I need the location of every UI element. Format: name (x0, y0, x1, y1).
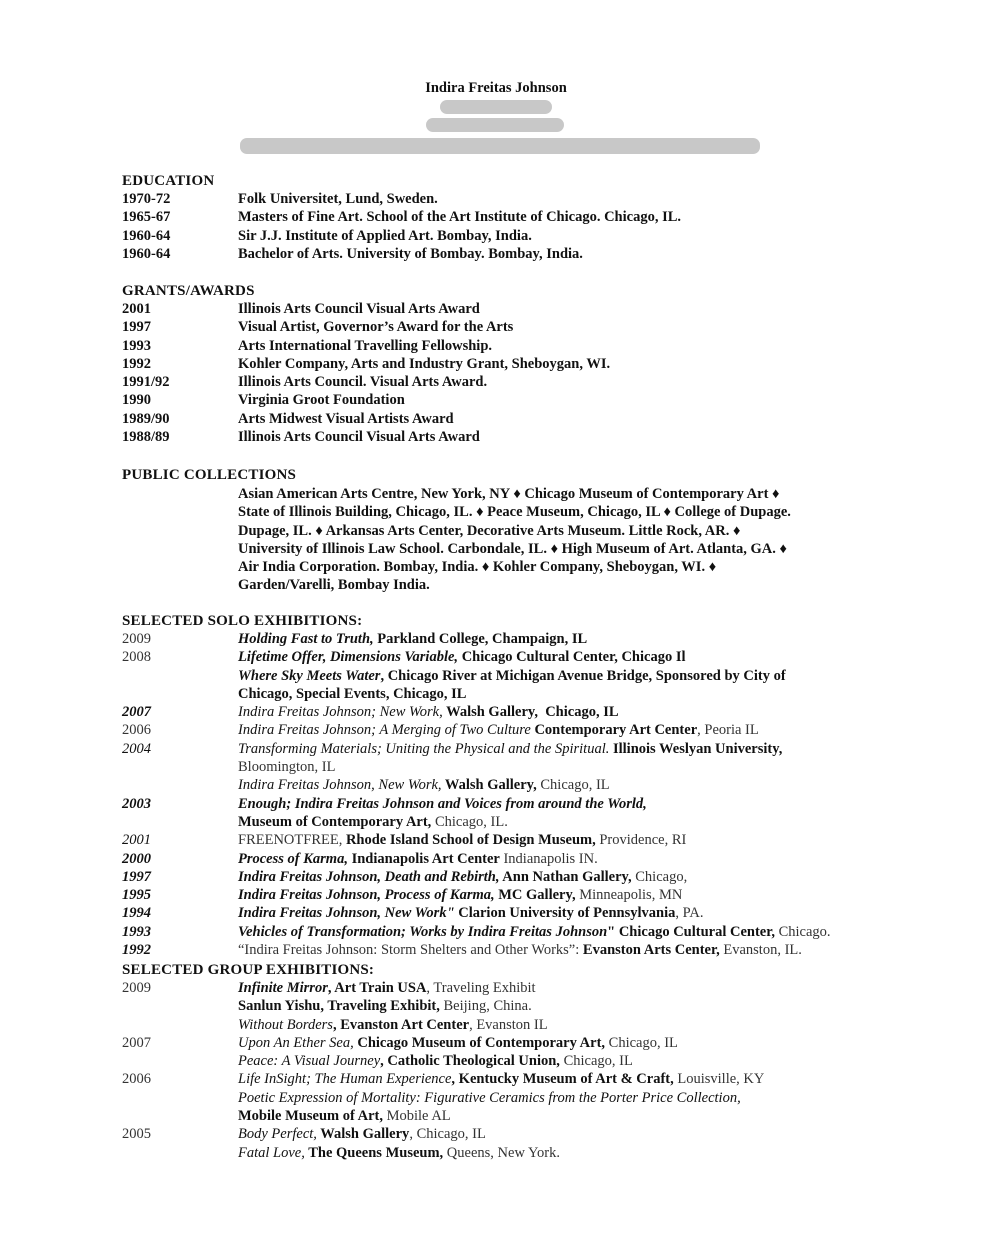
entry-part: Indira Freitas Johnson; New Work, (238, 704, 443, 721)
entry (238, 776, 610, 794)
redacted-line (240, 138, 760, 154)
list-item (122, 979, 922, 997)
entry-part: , PA. (675, 905, 704, 922)
entry: Folk Universitet, Lund, Sweden. (238, 191, 438, 207)
entry (238, 648, 686, 666)
entry-part: Providence, RI (595, 832, 687, 849)
entry (238, 1125, 486, 1143)
entry-part: Peace: A Visual Journey (238, 1053, 381, 1070)
list-item (122, 831, 922, 849)
entry-part: Bloomington, IL (238, 759, 336, 776)
group-exhibitions-section (122, 961, 922, 1162)
list-item (122, 721, 922, 739)
list-item (122, 245, 922, 263)
solo-exhibitions-list (122, 630, 922, 959)
entry-part: , Catholic Theological Union, (380, 1053, 560, 1070)
entry: Arts Midwest Visual Artists Award (238, 410, 454, 427)
entry-part: Mobile Museum of Art, (238, 1108, 383, 1125)
entry: Bachelor of Arts. University of Bombay. Bombay, India. (238, 245, 583, 262)
entry-part: Indira Freitas Johnson; A Merging of Two Culture (238, 722, 531, 739)
year: 1989/90 (122, 410, 170, 427)
entry-part: Chicago, IL. (431, 813, 508, 830)
entry-part: MC Gallery, (494, 887, 576, 904)
list-item (122, 373, 922, 391)
entry: Illinois Arts Council. Visual Arts Award. (238, 374, 488, 391)
entry-part: Sanlun Yishu, Traveling Exhibit, (238, 998, 440, 1015)
list-item (122, 1089, 922, 1107)
entry-part: Museum of Contemporary Art, (238, 813, 432, 830)
entry-part: Indira Freitas Johnson, New Work" (238, 905, 455, 922)
year: 1997 (122, 868, 151, 885)
entry (238, 1107, 451, 1125)
collection-line: Dupage, IL. ♦ Arkansas Arts Center, Decorative Arts Museum. Little Rock, AR. ♦ (238, 522, 741, 539)
year: 2007 (122, 704, 151, 721)
year (122, 685, 238, 703)
entry: Visual Artist, Governor’s Award for the Arts (238, 319, 514, 336)
year: 2007 (122, 1034, 151, 1051)
entry-part: Indianapolis IN. (499, 850, 598, 867)
entry-part: , Kentucky Museum of Art & Craft, (451, 1071, 674, 1088)
entry-part: , Chicago River at Michigan Avenue Bridge, Sponsored by City of (380, 667, 786, 684)
year: 2004 (122, 740, 151, 757)
year: 1960-64 (122, 245, 171, 262)
year: 2009 (122, 980, 151, 996)
entry-part: Chicago. (774, 923, 831, 940)
list-item (122, 795, 922, 813)
list-item (122, 1125, 922, 1143)
list-item (122, 813, 922, 831)
year (122, 1052, 238, 1070)
entry-part: Evanston Arts Center, (582, 942, 720, 959)
entry (238, 1052, 633, 1070)
entry-part: Without Borders (238, 1016, 333, 1033)
section-heading: SELECTED SOLO EXHIBITIONS: (122, 613, 363, 629)
entry-part: Beijing, China. (439, 998, 532, 1015)
entry-part: Chicago Museum of Contemporary Art, (353, 1034, 606, 1051)
collection-line: Air India Corporation. Bombay, India. ♦ Kohler Company, Sheboygan, WI. ♦ (238, 559, 717, 576)
entry-part: Indira Freitas Johnson, New Work, (238, 777, 442, 794)
list-item (122, 868, 922, 886)
solo-exhibitions-section (122, 612, 922, 959)
collection-line: Garden/Varelli, Bombay India. (238, 577, 430, 594)
entry-part: Ann Nathan Gallery, (499, 868, 632, 885)
year: 1960-64 (122, 227, 171, 244)
year: 1997 (122, 319, 151, 336)
entry-part: " Chicago Cultural Center, (607, 923, 775, 940)
section-heading: GRANTS/AWARDS (122, 283, 255, 299)
list-item (122, 337, 922, 355)
list-item (122, 227, 922, 245)
entry (238, 1016, 548, 1034)
entry-part: Poetic Expression of Mortality: Figurative Ceramics from the Porter Price Collection, (238, 1089, 741, 1106)
year (122, 1144, 238, 1162)
list-item (122, 758, 922, 776)
entry-part: Holding Fast to Truth, (238, 631, 374, 647)
entry-part: Indira Freitas Johnson, Process of Karma, (238, 887, 495, 904)
entry-part: , Evanston Art Center (332, 1016, 470, 1033)
entry-part: Body Perfect, (238, 1126, 317, 1143)
collection-line: University of Illinois Law School. Carbondale, IL. ♦ High Museum of Art. Atlanta, GA. ♦ (238, 540, 787, 557)
year: 1993 (122, 337, 151, 354)
entry-part: Contemporary Art Center (530, 722, 698, 739)
entry-part: Chicago Cultural Center, Chicago Il (458, 649, 686, 666)
entry-part: Life InSight; The Human Experience (238, 1071, 452, 1088)
entry (238, 979, 536, 997)
list-item (122, 703, 922, 721)
list-item (122, 648, 922, 666)
collection-line: State of Illinois Building, Chicago, IL. ♦ Peace Museum, Chicago, IL ♦ College of Dupage. (238, 504, 791, 521)
entry-part: Louisville, KY (673, 1071, 765, 1088)
entry-part: Chicago, IL (559, 1053, 633, 1070)
year (122, 997, 238, 1015)
entry-part: “Indira Freitas Johnson: Storm Shelters and Other Works”: (238, 942, 583, 959)
year: 1988/89 (122, 429, 170, 446)
entry-part: , Evanston IL (469, 1016, 548, 1033)
list-item (122, 923, 922, 941)
entry (238, 667, 786, 685)
entry-part: Minneapolis, MN (575, 887, 683, 904)
entry (238, 1144, 560, 1162)
year: 2006 (122, 1071, 151, 1088)
entry (238, 758, 335, 776)
year: 2008 (122, 649, 151, 666)
entry-part: , Art Train USA (327, 980, 427, 996)
entry-part: Chicago, IL (605, 1034, 678, 1051)
entry-part: Vehicles of Transformation; Works by Indira Freitas Johnson (238, 923, 608, 940)
year (122, 1016, 238, 1034)
entry-part: Queens, New York. (443, 1144, 560, 1161)
list-item (122, 850, 922, 868)
list-item (122, 667, 922, 685)
entry-part: FREENOTFREE, (238, 832, 346, 849)
year: 2001 (122, 301, 151, 317)
entry-part: Parkland College, Champaign, IL (373, 631, 588, 647)
entry-part: Illinois Weslyan University, (609, 740, 783, 757)
entry-part: Chicago, (631, 868, 688, 885)
year: 1965-67 (122, 209, 171, 226)
entry (238, 923, 831, 941)
entry-part: Walsh Gallery, Chicago, IL (442, 704, 619, 721)
entry-part: Indianapolis Art Center (347, 850, 500, 867)
entry (238, 1034, 678, 1052)
entry-part: , Peoria IL (697, 722, 759, 739)
entry-part: The Queens Museum, (304, 1144, 444, 1161)
entry (238, 630, 587, 648)
entry (238, 904, 703, 922)
entry-part: Walsh Gallery (316, 1126, 410, 1143)
year: 2009 (122, 631, 151, 647)
page-title: Indira Freitas Johnson (425, 80, 567, 96)
list-item (122, 410, 922, 428)
entry-part: Mobile AL (382, 1108, 451, 1125)
entry: Illinois Arts Council Visual Arts Award (238, 301, 480, 317)
education-list (122, 190, 922, 263)
entry: Virginia Groot Foundation (238, 392, 405, 409)
section-heading: SELECTED GROUP EXHIBITIONS: (122, 962, 375, 978)
section-heading: EDUCATION (122, 173, 215, 189)
entry (238, 703, 619, 721)
collections-list (238, 485, 878, 595)
entry (238, 886, 682, 904)
entry: Sir J.J. Institute of Applied Art. Bombay, India. (238, 227, 532, 244)
list-item (122, 997, 922, 1015)
year (122, 1107, 238, 1125)
entry (238, 721, 759, 739)
collections-section (122, 466, 922, 484)
year: 1993 (122, 923, 151, 940)
entry-part: Chicago, IL (536, 777, 610, 794)
entry-part: Upon An Ether Sea, (238, 1034, 354, 1051)
entry: Arts International Travelling Fellowship. (238, 337, 493, 354)
entry (238, 1089, 741, 1107)
year: 1990 (122, 392, 151, 409)
entry (238, 813, 508, 831)
education-section (122, 172, 922, 263)
year: 1992 (122, 942, 151, 959)
entry (238, 1070, 764, 1088)
entry-part: , Chicago, IL (409, 1126, 486, 1143)
year: 1992 (122, 355, 151, 372)
entry: Masters of Fine Art. School of the Art Institute of Chicago. Chicago, IL. (238, 209, 682, 226)
list-item (122, 776, 922, 794)
list-item (122, 1016, 922, 1034)
entry (238, 740, 782, 758)
year: 1994 (122, 905, 151, 922)
group-exhibitions-list (122, 979, 922, 1162)
entry-part: Rhode Island School of Design Museum, (345, 832, 596, 849)
list-item (122, 1034, 922, 1052)
entry (238, 795, 647, 813)
entry (238, 685, 466, 703)
redacted-line (426, 118, 564, 132)
year: 2005 (122, 1126, 151, 1143)
entry-part: Indira Freitas Johnson, Death and Rebirth, (238, 868, 500, 885)
entry (238, 997, 532, 1015)
entry: Illinois Arts Council Visual Arts Award (238, 429, 480, 446)
list-item (122, 391, 922, 409)
entry-part: Lifetime Offer, Dimensions Variable, (238, 649, 459, 666)
entry-part: Fatal Love, (238, 1144, 305, 1161)
entry: Kohler Company, Arts and Industry Grant, Sheboygan, WI. (238, 355, 611, 372)
list-item (122, 355, 922, 373)
list-item (122, 318, 922, 336)
entry (238, 831, 686, 849)
list-item (122, 208, 922, 226)
year: 2001 (122, 832, 151, 849)
entry-part: Process of Karma, (238, 850, 348, 867)
year: 2003 (122, 795, 151, 812)
entry (238, 868, 687, 886)
list-item (122, 1052, 922, 1070)
list-item (122, 630, 922, 648)
list-item (122, 300, 922, 318)
grants-list (122, 300, 922, 446)
list-item (122, 428, 922, 446)
year (122, 758, 238, 776)
list-item (122, 886, 922, 904)
collection-line: Asian American Arts Centre, New York, NY ♦ Chicago Museum of Contemporary Art ♦ (238, 486, 780, 502)
grants-section (122, 282, 922, 446)
entry-part: Walsh Gallery, (441, 777, 537, 794)
redacted-line (440, 100, 552, 114)
entry-part: Transforming Materials; Uniting the Physical and the Spiritual. (238, 740, 610, 757)
list-item (122, 1144, 922, 1162)
list-item (122, 1107, 922, 1125)
list-item (122, 1070, 922, 1088)
year (122, 667, 238, 685)
list-item (122, 190, 922, 208)
list-item (122, 941, 922, 959)
entry-part: Chicago, Special Events, Chicago, IL (238, 685, 467, 702)
entry (238, 850, 598, 868)
entry (238, 941, 802, 959)
list-item (122, 685, 922, 703)
entry-part: , Traveling Exhibit (426, 980, 536, 996)
entry-part: Where Sky Meets Water (238, 667, 381, 684)
section-heading: PUBLIC COLLECTIONS (122, 467, 297, 483)
year (122, 813, 238, 831)
year: 2006 (122, 722, 151, 739)
year (122, 1089, 238, 1107)
year: 2000 (122, 850, 151, 867)
year: 1991/92 (122, 374, 170, 391)
entry-part: Clarion University of Pennsylvania (454, 905, 676, 922)
year: 1995 (122, 887, 151, 904)
year: 1970-72 (122, 191, 171, 207)
list-item (122, 740, 922, 758)
entry-part: Evanston, IL. (719, 942, 802, 959)
year (122, 776, 238, 794)
list-item (122, 904, 922, 922)
entry-part: Infinite Mirror (238, 980, 328, 996)
entry-part: Enough; Indira Freitas Johnson and Voices from around the World, (238, 795, 647, 812)
